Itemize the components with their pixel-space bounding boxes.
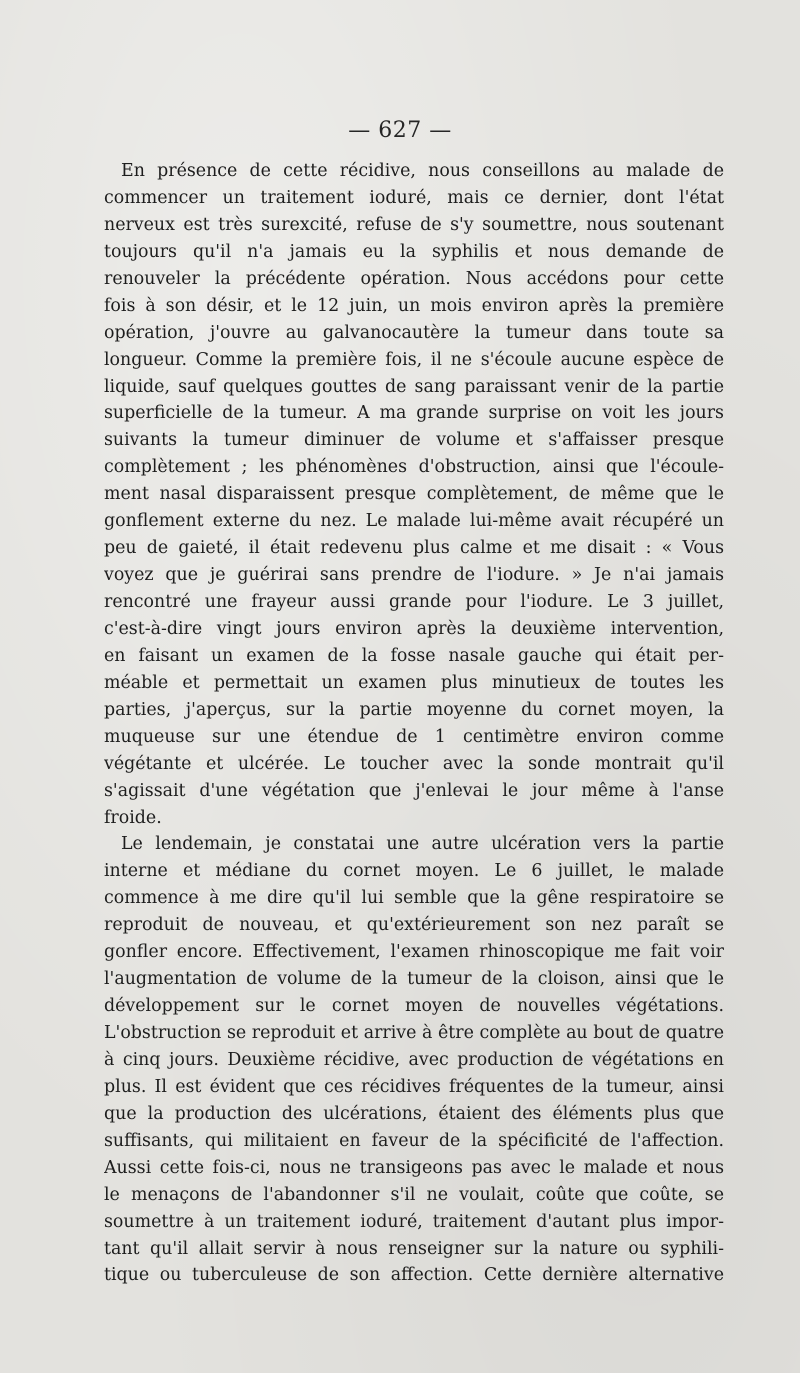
text-line: c'est-à-dire vingt jours environ après la deuxième intervention, — [104, 618, 724, 639]
text-line: suffisants, qui militaient en faveur de la spécificité de l'affection. — [104, 1130, 724, 1151]
text-line: le menaçons de l'abandonner s'il ne voulait, coûte que coûte, se — [104, 1184, 724, 1205]
text-line: opération, j'ouvre au galvanocautère la tumeur dans toute sa — [104, 322, 724, 343]
text-line: gonfler encore. Effectivement, l'examen rhinoscopique me fait voir — [104, 942, 724, 963]
text-line: complètement ; les phénomènes d'obstruction, ainsi que l'écoule- — [104, 457, 724, 478]
text-line: fois à son désir, et le 12 juin, un mois environ après la première — [104, 295, 724, 316]
text-line: tique ou tuberculeuse de son affection. Cette dernière alternative — [104, 1265, 724, 1286]
text-line: En présence de cette récidive, nous conseillons au malade de — [121, 161, 724, 181]
page-number: — 627 — — [348, 118, 452, 143]
text-line: froide. — [104, 807, 162, 828]
text-line: liquide, sauf quelques gouttes de sang paraissant venir de la partie — [104, 376, 724, 397]
text-line: à cinq jours. Deuxième récidive, avec production de végétations en — [104, 1049, 724, 1070]
text-line: soumettre à un traitement ioduré, traitement d'autant plus impor- — [104, 1211, 724, 1232]
text-line: commence à me dire qu'il lui semble que la gêne respiratoire se — [104, 888, 724, 909]
text-line: plus. Il est évident que ces récidives fréquentes de la tumeur, ainsi — [104, 1076, 724, 1097]
text-line: Aussi cette fois-ci, nous ne transigeons pas avec le malade et nous — [104, 1157, 724, 1178]
text-line: suivants la tumeur diminuer de volume et s'affaisser presque — [104, 430, 724, 451]
text-line: gonflement externe du nez. Le malade lui-même avait récupéré un — [104, 511, 724, 532]
text-line: commencer un traitement ioduré, mais ce dernier, dont l'état — [104, 187, 724, 208]
text-line: muqueuse sur une étendue de 1 centimètre environ comme — [104, 726, 724, 747]
text-line: en faisant un examen de la fosse nasale gauche qui était per- — [104, 645, 724, 666]
text-line: méable et permettait un examen plus minutieux de toutes les — [104, 672, 724, 693]
text-line: Le lendemain, je constatai une autre ulcération vers la partie — [121, 834, 724, 855]
text-line: s'agissait d'une végétation que j'enlevai le jour même à l'anse — [104, 780, 724, 801]
text-line: rencontré une frayeur aussi grande pour l'iodure. Le 3 juillet, — [104, 592, 724, 612]
text-line: reproduit de nouveau, et qu'extérieurement son nez paraît se — [104, 915, 724, 936]
text-line: longueur. Comme la première fois, il ne s'écoule aucune espèce de — [104, 349, 724, 370]
text-line: peu de gaieté, il était redevenu plus calme et me disait : « Vous — [104, 538, 724, 559]
text-line: ment nasal disparaissent presque complètement, de même que le — [104, 484, 724, 505]
text-line: L'obstruction se reproduit et arrive à être complète au bout de quatre — [104, 1023, 724, 1043]
text-line: que la production des ulcérations, étaient des éléments plus que — [104, 1103, 724, 1124]
text-line: nerveux est très surexcité, refuse de s'y soumettre, nous soutenant — [104, 214, 724, 235]
text-line: superficielle de la tumeur. A ma grande surprise on voit les jours — [104, 403, 724, 424]
text-line: interne et médiane du cornet moyen. Le 6 juillet, le malade — [104, 861, 724, 882]
text-line: végétante et ulcérée. Le toucher avec la sonde montrait qu'il — [104, 753, 724, 774]
text-line: tant qu'il allait servir à nous renseigner sur la nature ou syphili- — [104, 1238, 724, 1259]
body-text — [104, 158, 724, 1289]
text-line: l'augmentation de volume de la tumeur de la cloison, ainsi que le — [104, 969, 724, 990]
text-line: développement sur le cornet moyen de nouvelles végétations. — [104, 996, 724, 1017]
text-line: toujours qu'il n'a jamais eu la syphilis et nous demande de — [104, 241, 724, 262]
text-line: parties, j'aperçus, sur la partie moyenne du cornet moyen, la — [104, 699, 724, 720]
text-line: voyez que je guérirai sans prendre de l'iodure. » Je n'ai jamais — [104, 565, 724, 586]
text-line: renouveler la précédente opération. Nous accédons pour cette — [104, 268, 724, 289]
